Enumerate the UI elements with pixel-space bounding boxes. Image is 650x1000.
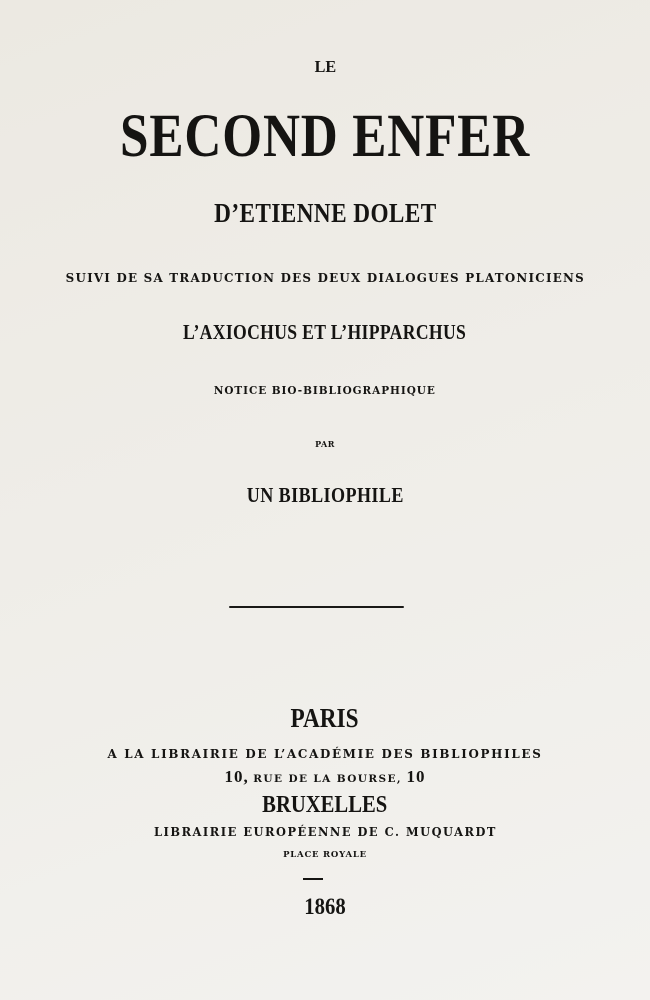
address-street: RUE DE LA BOURSE, (253, 773, 402, 785)
imprint-publisher-paris: A LA LIBRAIRIE DE L’ACADÉMIE DES BIBLIOPHILES (107, 746, 543, 761)
author-line: D’ETIENNE DOLET (213, 198, 437, 228)
divider-rule (229, 606, 404, 608)
notice-line: NOTICE BIO-BIBLIOGRAPHIQUE (214, 384, 436, 397)
imprint-city-paris: PARIS (291, 703, 359, 733)
address-number-start: 10, (224, 767, 249, 786)
subtitle: SUIVI DE SA TRADUCTION DES DEUX DIALOGUES PLATONICIENS (65, 270, 585, 285)
imprint-publisher-brussels: LIBRAIRIE EUROPÉENNE DE C. MUQUARDT (153, 825, 497, 839)
address-number-end: 10 (406, 767, 426, 786)
imprint-address-brussels: PLACE ROYALE (283, 850, 367, 860)
imprint-address-paris (0, 768, 650, 786)
imprint-city-brussels: BRUXELLES (262, 792, 388, 818)
short-dash-rule (303, 878, 323, 880)
dialogues-title: L’AXIOCHUS ET L’HIPPARCHUS (183, 320, 467, 344)
editor-name: UN BIBLIOPHILE (246, 483, 404, 507)
title-article: LE (314, 57, 336, 76)
book-title: SECOND ENFER (119, 103, 531, 170)
by-label: PAR (315, 439, 335, 449)
publication-year: 1868 (304, 894, 346, 919)
